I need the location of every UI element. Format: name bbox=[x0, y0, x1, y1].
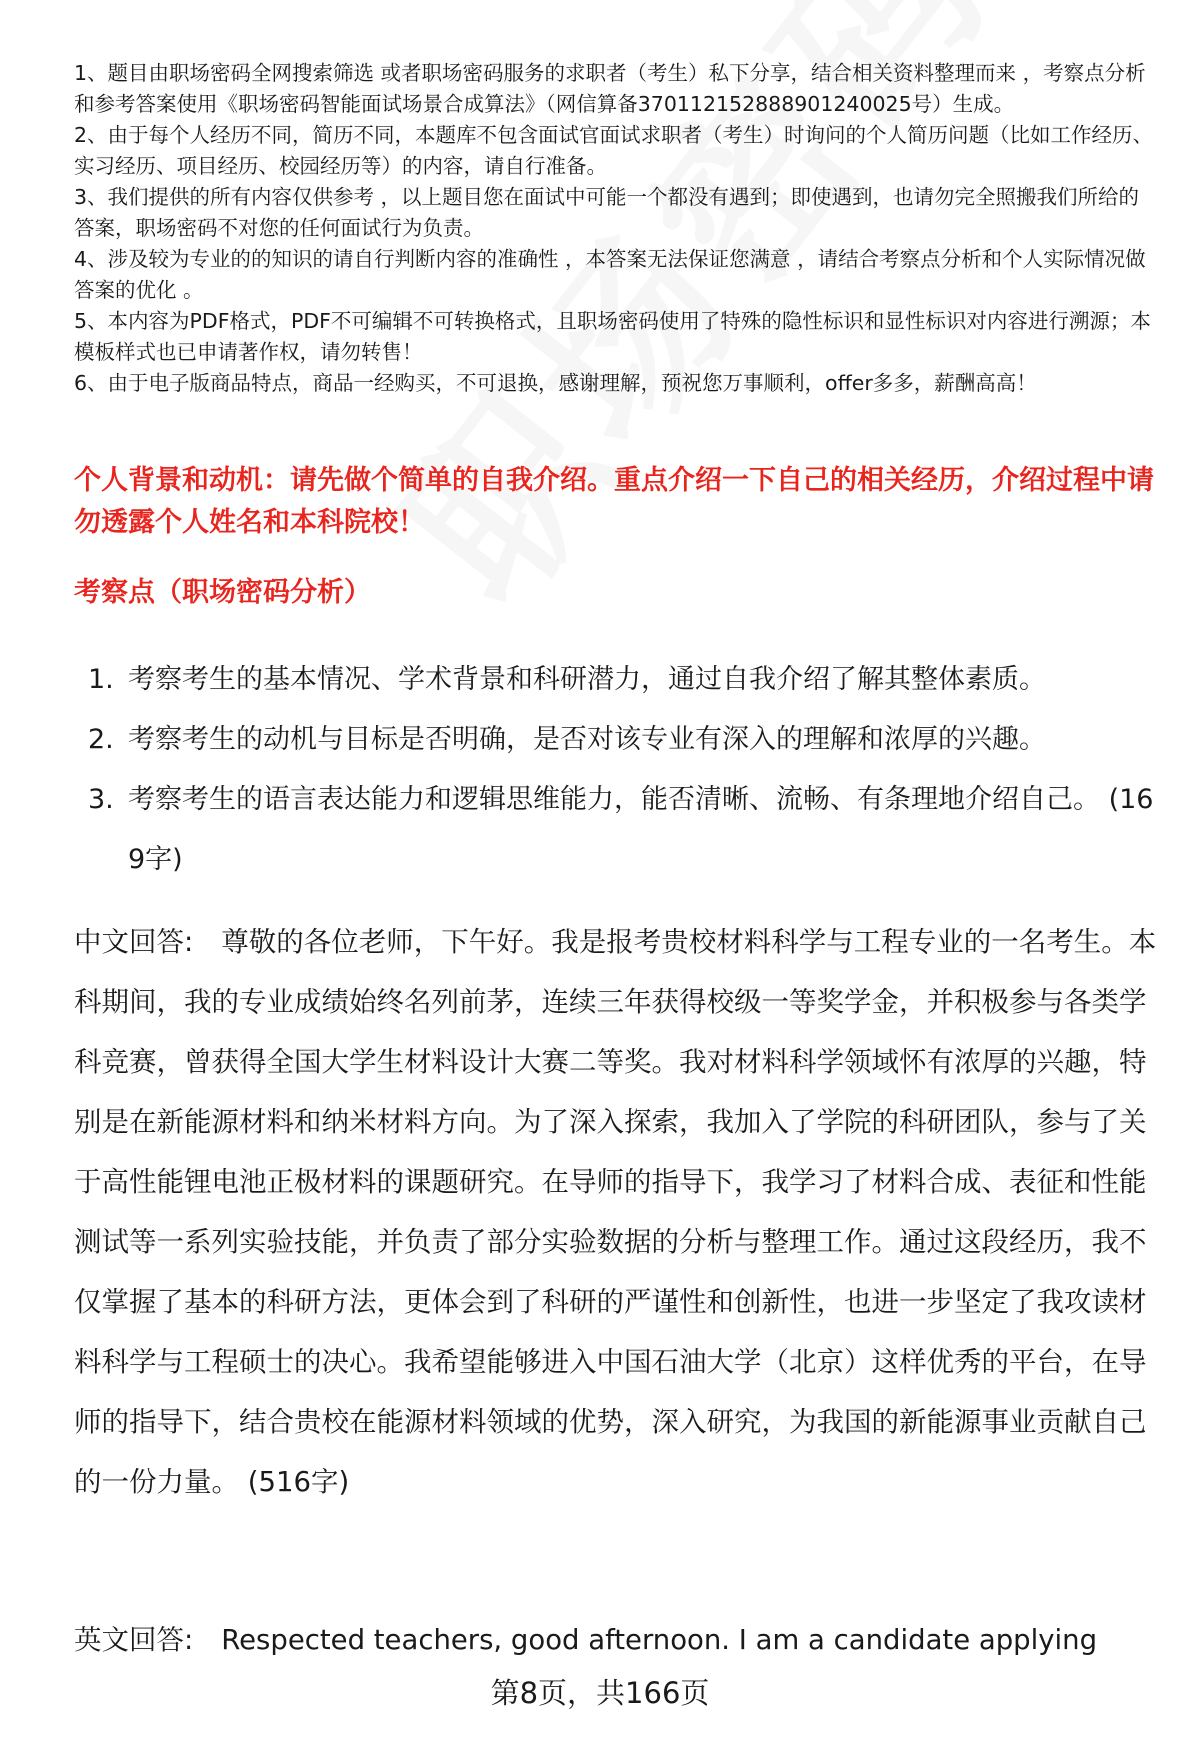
list-item-number: 3. bbox=[88, 784, 114, 815]
list-item bbox=[74, 770, 1154, 890]
list-item-text: 考察考生的基本情况、学术背景和科研潜力，通过自我介绍了解其整体素质。 bbox=[128, 664, 1046, 695]
note-item: 1、题目由职场密码全网搜索筛选 或者职场密码服务的求职者（考生）私下分享，结合相关资料整理而来 ，考察点分析和参考答案使用《职场密码智能面试场景合成算法》（网信算备370112152888901240025号）生成。 bbox=[74, 61, 1146, 116]
chinese-answer-label: 中文回答: bbox=[74, 926, 194, 958]
english-answer-label: 英文回答: bbox=[74, 1624, 194, 1656]
note-item: 2、由于每个人经历不同，简历不同，本题库不包含面试官面试求职者（考生）时询问的个人简历问题（比如工作经历、实习经历、项目经历、校园经历等）的内容，请自行准备。 bbox=[74, 123, 1154, 178]
question-heading: 个人背景和动机：请先做个简单的自我介绍。重点介绍一下自己的相关经历，介绍过程中请勿透露个人姓名和本科院校！ bbox=[74, 465, 1154, 538]
chinese-answer-text: 尊敬的各位老师，下午好。我是报考贵校材料科学与工程专业的一名考生。本科期间，我的专业成绩始终名列前茅，连续三年获得校级一等奖学金，并积极参与各类学科竞赛，曾获得全国大学生材料设计大赛二等奖。我对材料科学领域怀有浓厚的兴趣，特别是在新能源材料和纳米材料方向。为了深入探索，我加入了学院的科研团队，参与了关于高性能锂电池正极材料的课题研究。在导师的指导下，我学习了材料合成、表征和性能测试等一系列实验技能，并负责了部分实验数据的分析与整理工作。通过这段经历，我不仅掌握了基本的科研方法，更体会到了科研的严谨性和创新性，也进一步坚定了我攻读材料科学与工程硕士的决心。我希望能够进入中国石油大学（北京）这样优秀的平台，在导师的指导下，结合贵校在能源材料领域的优势，深入研究，为我国的新能源事业贡献自己的一份力量。 (516字) bbox=[74, 926, 1157, 1498]
disclaimer-notes bbox=[74, 58, 1154, 399]
analysis-section-title: 考察点（职场密码分析） bbox=[74, 577, 371, 608]
note-item: 5、本内容为PDF格式，PDF不可编辑不可转换格式，且职场密码使用了特殊的隐性标识和显性标识对内容进行溯源；本模板样式也已申请著作权，请勿转售！ bbox=[74, 309, 1151, 364]
list-item-text: 考察考生的语言表达能力和逻辑思维能力，能否清晰、流畅、有条理地介绍自己。 (169字) bbox=[128, 784, 1154, 875]
list-item-text: 考察考生的动机与目标是否明确，是否对该专业有深入的理解和浓厚的兴趣。 bbox=[128, 724, 1046, 755]
note-item: 4、涉及较为专业的的知识的请自行判断内容的准确性 ，本答案无法保证您满意 ，请结合考察点分析和个人实际情况做答案的优化 。 bbox=[74, 247, 1146, 302]
note-item: 6、由于电子版商品特点，商品一经购买，不可退换，感谢理解，预祝您万事顺利，offer多多，薪酬高高！ bbox=[74, 371, 1037, 395]
analysis-points-list bbox=[74, 650, 1154, 890]
english-answer-text: Respected teachers, good afternoon. I am a candidate applying bbox=[221, 1624, 1098, 1656]
note-item: 3、我们提供的所有内容仅供参考 ，以上题目您在面试中可能一个都没有遇到；即使遇到，也请勿完全照搬我们所给的答案，职场密码不对您的任何面试行为负责。 bbox=[74, 185, 1140, 240]
list-item bbox=[74, 650, 1154, 710]
chinese-answer bbox=[74, 912, 1159, 1512]
english-answer bbox=[74, 1610, 1159, 1670]
list-item-number: 1. bbox=[88, 664, 114, 695]
list-item bbox=[74, 710, 1154, 770]
list-item-number: 2. bbox=[88, 724, 114, 755]
page-number-footer: 第8页，共166页 bbox=[490, 1676, 710, 1710]
